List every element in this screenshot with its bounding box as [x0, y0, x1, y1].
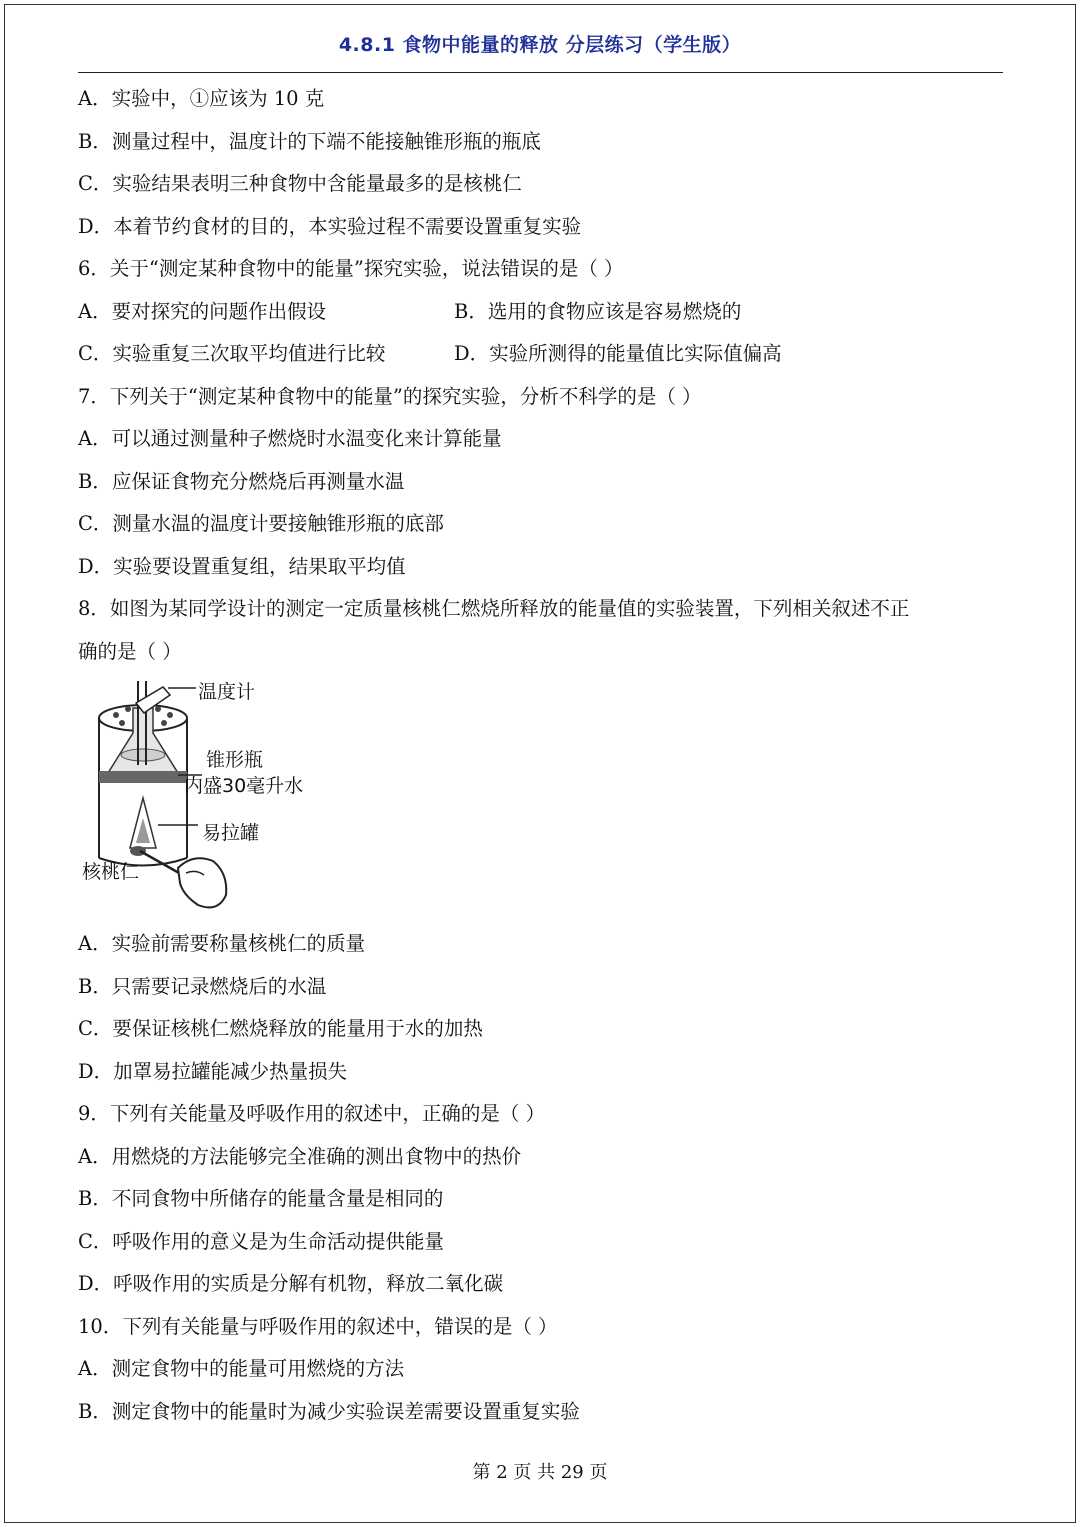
q6-options-row-2 [78, 333, 1008, 376]
q7-option-a: A．可以通过测量种子燃烧时水温变化来计算能量 [78, 427, 502, 450]
label-walnut: 核桃仁 [82, 861, 140, 883]
q9-option-c: C．呼吸作用的意义是为生命活动提供能量 [78, 1229, 444, 1253]
q6-options-row-1 [78, 291, 1008, 334]
q10-option-b: B．测定食物中的能量时为减少实验误差需要设置重复实验 [78, 1399, 580, 1423]
q7-option-d: D．实验要设置重复组，结果取平均值 [78, 554, 406, 578]
apparatus-diagram [78, 673, 338, 923]
q6-option-b: B．选用的食物应该是容易燃烧的 [454, 299, 742, 323]
q8-option-c: C．要保证核桃仁燃烧释放的能量用于水的加热 [78, 1017, 483, 1040]
q8-stem-line-1: 8．如图为某同学设计的测定一定质量核桃仁燃烧所释放的能量值的实验装置，下列相关叙述不正 [78, 597, 910, 620]
page-number: 第 2 页 共 29 页 [472, 1462, 608, 1483]
q7-option-c: C．测量水温的温度计要接触锥形瓶的底部 [78, 512, 444, 535]
q9-option-b: B．不同食物中所储存的能量含量是相同的 [78, 1187, 444, 1210]
q5-option-b: B．测量过程中，温度计的下端不能接触锥形瓶的瓶底 [78, 129, 541, 153]
q7-option-b: B．应保证食物充分燃烧后再测量水温 [78, 469, 405, 493]
label-thermometer: 温度计 [198, 681, 256, 703]
q10-stem: 10．下列有关能量与呼吸作用的叙述中，错误的是（ ） [78, 1314, 558, 1338]
q8-option-b: B．只需要记录燃烧后的水温 [78, 974, 327, 998]
document-title: 4.8.1 食物中能量的释放 分层练习（学生版） [338, 34, 742, 56]
q8-option-d: D．加罩易拉罐能减少热量损失 [78, 1059, 348, 1083]
label-flask: 锥形瓶 [206, 749, 264, 771]
q6-option-c: C．实验重复三次取平均值进行比较 [78, 342, 386, 365]
q5-option-c: C．实验结果表明三种食物中含能量最多的是核桃仁 [78, 172, 522, 195]
label-water: 内盛30毫升水 [184, 775, 304, 797]
q10-option-a: A．测定食物中的能量可用燃烧的方法 [78, 1357, 405, 1380]
q9-option-a: A．用燃烧的方法能够完全准确的测出食物中的热价 [78, 1144, 522, 1168]
q6-option-d: D．实验所测得的能量值比实际值偏高 [454, 342, 782, 365]
q6-stem: 6．关于“测定某种食物中的能量”探究实验，说法错误的是（ ） [78, 257, 624, 280]
q5-option-a: A．实验中，①应该为 10 克 [78, 87, 325, 110]
q8-apparatus-figure [78, 673, 1008, 923]
q6-option-a: A．要对探究的问题作出假设 [78, 299, 327, 323]
q7-stem: 7．下列关于“测定某种食物中的能量”的探究实验，分析不科学的是（ ） [78, 384, 702, 408]
label-can: 易拉罐 [202, 822, 260, 844]
header-divider [78, 72, 1003, 73]
q5-option-d: D．本着节约食材的目的，本实验过程不需要设置重复实验 [78, 214, 582, 238]
q9-option-d: D．呼吸作用的实质是分解有机物，释放二氧化碳 [78, 1272, 504, 1295]
q8-option-a: A．实验前需要称量核桃仁的质量 [78, 932, 366, 955]
document-body [78, 78, 1008, 1433]
q9-stem: 9．下列有关能量及呼吸作用的叙述中，正确的是（ ） [78, 1102, 546, 1125]
q8-stem-line-2: 确的是（ ） [78, 639, 182, 663]
